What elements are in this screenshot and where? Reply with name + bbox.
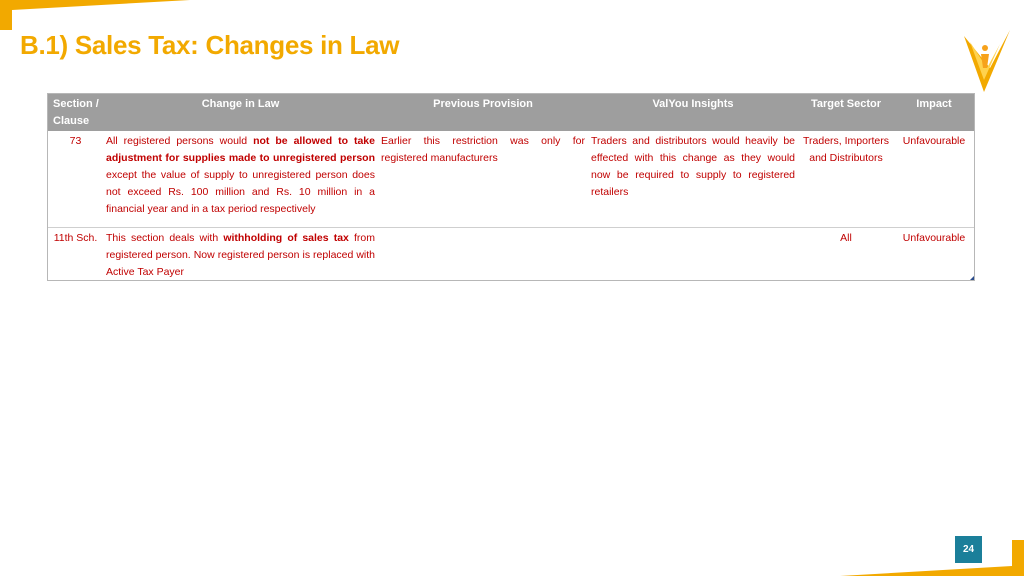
slide-title: B.1) Sales Tax: Changes in Law [20, 30, 400, 60]
header-target-sector: Target Sector [798, 94, 894, 131]
cell-previous-provision [378, 228, 588, 284]
sales-tax-changes-table [47, 93, 975, 281]
cell-change-in-law [103, 228, 378, 284]
change-text-post: except the value of supply to unregistered person does not exceed Rs. 100 million and Rs. 10 million in a financial year and in a tax period respectively [106, 169, 375, 215]
change-text-bold: not be allowed to take adjustment for supplies made to unregistered person [106, 135, 375, 164]
top-accent-stripe [0, 0, 1024, 30]
header-valyou-insights: ValYou Insights [588, 94, 798, 131]
cell-section: 73 [48, 131, 103, 228]
header-change-in-law: Change in Law [103, 94, 378, 131]
change-text-post: from registered person. Now registered person is replaced with Active Tax Payer [106, 232, 375, 278]
valyou-checkmark-logo-icon [960, 28, 1012, 96]
table-row [48, 131, 974, 228]
change-text-pre: All registered persons would [106, 135, 254, 147]
header-section-clause: Section / Clause [48, 94, 103, 131]
cell-impact: Unfavourable [894, 131, 974, 228]
table-resize-handle-icon [970, 276, 974, 280]
change-text-bold: withholding of sales tax [223, 232, 349, 244]
cell-section: 11th Sch. [53, 232, 98, 244]
change-text-pre: This section deals with [106, 232, 224, 244]
cell-impact: Unfavourable [902, 232, 966, 244]
cell-previous-provision: Earlier this restriction was only for registered manufacturers [378, 131, 588, 228]
table-header-row [48, 94, 974, 131]
cell-target-sector: All [840, 232, 852, 244]
page-number-badge: 24 [955, 536, 982, 563]
header-previous-provision: Previous Provision [378, 94, 588, 131]
cell-valyou-insights [588, 228, 798, 284]
cell-valyou-insights: Traders and distributors would heavily be effected with this change as they would now be required to supply to registered retailers [588, 131, 798, 228]
cell-change-in-law [103, 131, 378, 228]
table-row [48, 228, 974, 284]
cell-target-sector: Traders, Importers and Distributors [798, 131, 894, 228]
header-impact: Impact [894, 94, 974, 131]
bottom-accent-stripe [0, 536, 1024, 576]
